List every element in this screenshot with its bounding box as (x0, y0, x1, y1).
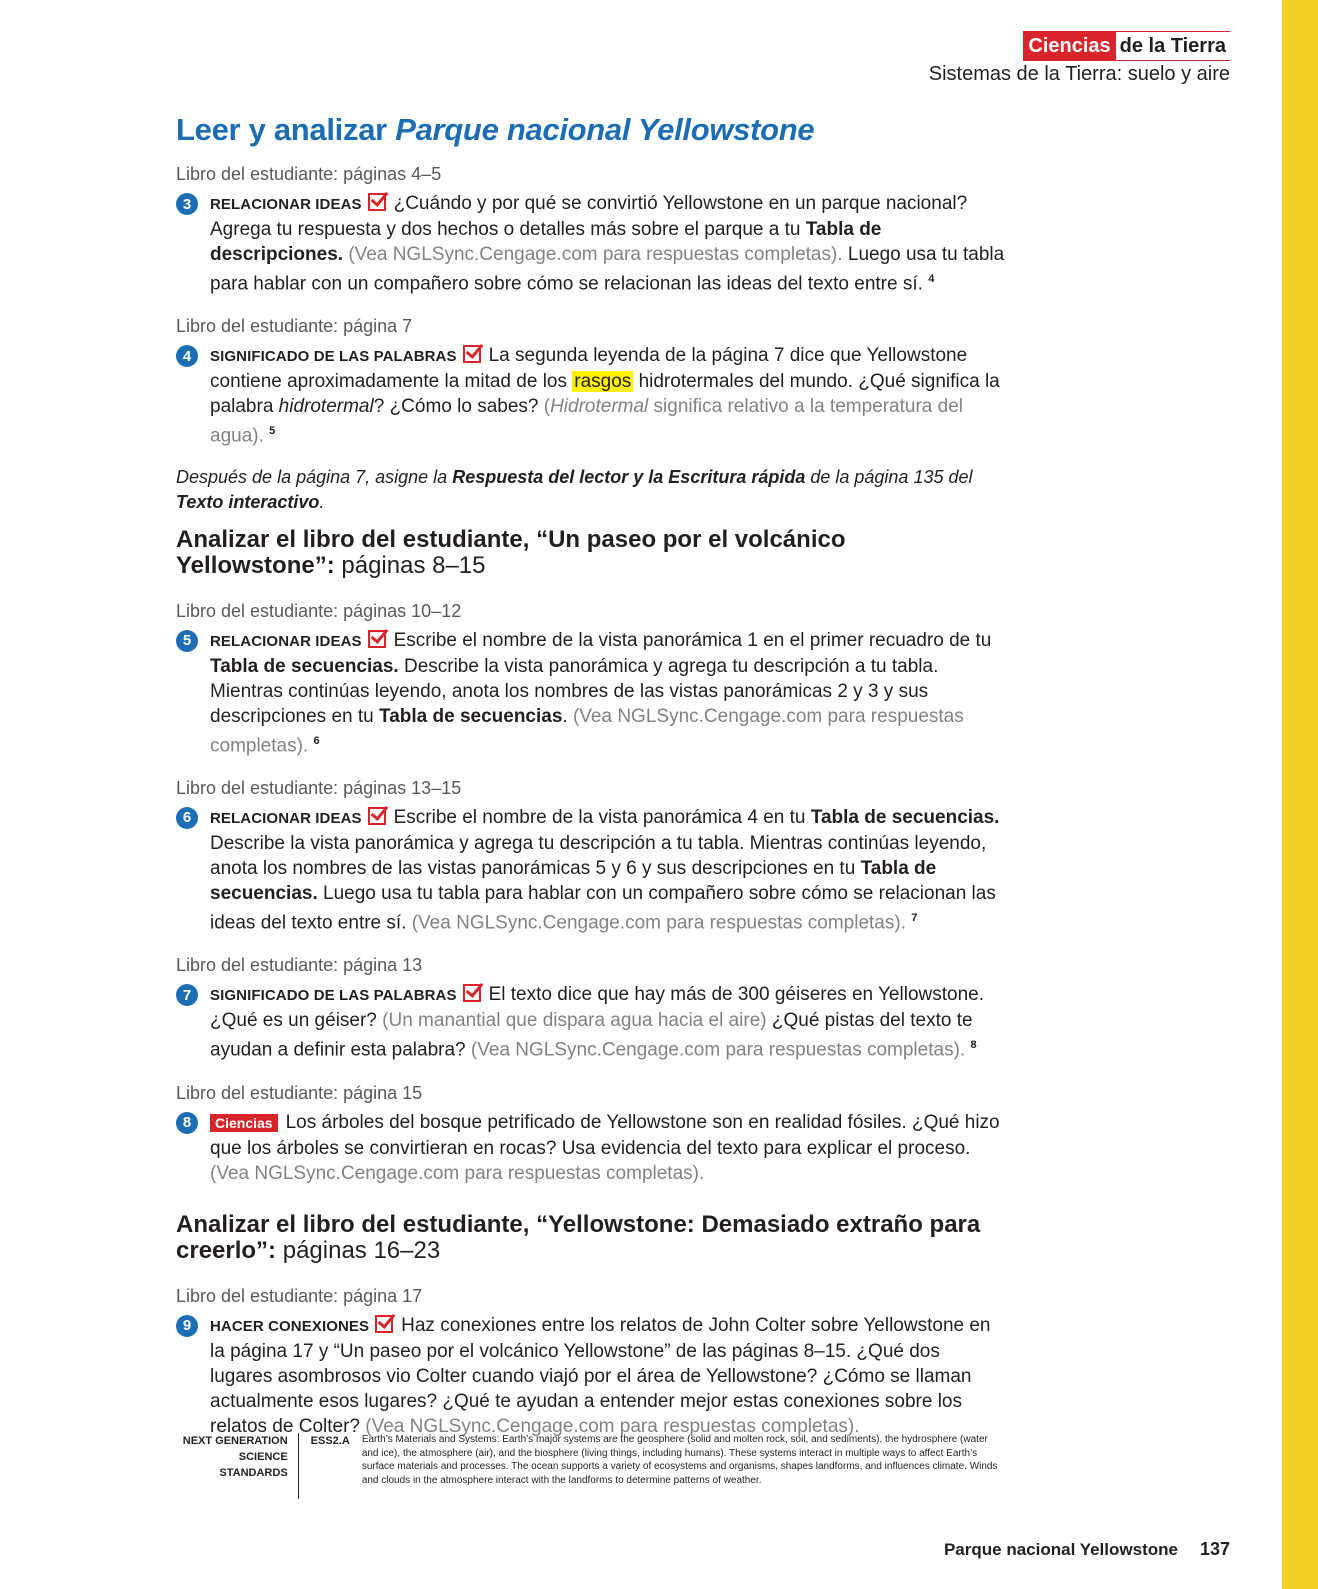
section-heading-bold: Analizar el libro del estudiante, “Un paseo por el volcánico Yellowstone”: (176, 525, 846, 579)
skill-label: HACER CONEXIONES (210, 1317, 370, 1335)
answer-text: (Vea NGLSync.Cengage.com para respuestas completas). (343, 244, 843, 265)
page-title-book: Parque nacional Yellowstone (395, 112, 815, 147)
standard-code: ESS2.A (310, 1435, 350, 1447)
student-book-reference: Libro del estudiante: página 17 (176, 1285, 423, 1306)
note-bold: Texto interactivo (176, 491, 320, 512)
student-book-reference: Libro del estudiante: páginas 10–12 (176, 600, 462, 621)
question-text: hidrotermales del mundo. ¿Qué significa la palabra (210, 371, 1000, 418)
teacher-note (176, 465, 1006, 515)
answer-text: (Vea NGLSync.Cengage.com para respuestas completas). (210, 1162, 705, 1184)
answer-text: (Vea NGLSync.Cengage.com para respuestas completas). (210, 705, 964, 756)
section-heading (176, 527, 1006, 579)
section-heading-pages: páginas 16–23 (276, 1236, 441, 1264)
question-body (210, 343, 1006, 448)
question-number: 3 (176, 193, 198, 215)
answer-text: (Vea NGLSync.Cengage.com para respuestas completas). (465, 1039, 966, 1061)
question-number: 4 (176, 345, 198, 367)
section-heading-bold: Analizar el libro del estudiante, “Yellowstone: Demasiado extraño para creerlo”: (176, 1210, 981, 1264)
question-number: 6 (176, 807, 198, 829)
question-number: 8 (176, 1112, 198, 1134)
question-item-5 (176, 628, 1006, 758)
question-item-8 (176, 1110, 1006, 1186)
checkmark-icon (463, 345, 481, 363)
standard-description: Earth’s Materials and Systems: Earth’s major systems are the geosphere (solid and molten rock, soil, and sediments), the hydrosphere (water and ice), the atmosphere (air), and the biosphere (living things, including humans). These systems interact in multiple ways to affect Earth’s surface materials and processes. The ocean supports a variety of ecosystems and organisms, shapes landforms, and influences climate. Winds and clouds in the atmosphere interact with the landforms to determine patterns of weather. (361, 1434, 998, 1486)
question-text: Haz conexiones entre los relatos de John Colter sobre Yellowstone en la página 17 y “Un paseo por el volcánico Yellowstone” de las páginas 8–15. ¿Qué dos lugares asombrosos vio Colter cuando viajó por el área de Yellowstone? ¿Cómo se llaman actualmente esos lugares? ¿Qué te ayudan a entender mejor estas conexiones sobre los relatos de Colter? (210, 1314, 991, 1437)
question-item-7 (176, 982, 1006, 1062)
unit-title: Sistemas de la Tierra: suelo y aire (928, 63, 1230, 85)
question-text: Escribe el nombre de la vista panorámica 4 en tu (393, 806, 811, 828)
italic-term: hidrotermal (278, 396, 374, 418)
subject-label-red: Ciencias (1023, 32, 1115, 60)
question-text: . (562, 705, 568, 727)
question-body (210, 982, 1006, 1062)
question-number: 5 (176, 630, 198, 652)
question-number: 9 (176, 1315, 198, 1337)
student-book-reference: Libro del estudiante: página 13 (176, 955, 423, 976)
skill-label: SIGNIFICADO DE LAS PALABRAS (210, 348, 457, 366)
bold-term: Tabla de secuencias. (210, 857, 937, 904)
note-bold: Respuesta del lector y la Escritura rápida (452, 466, 806, 487)
student-book-reference: Libro del estudiante: páginas 13–15 (176, 777, 462, 798)
bold-term: Tabla de secuencias. (210, 655, 399, 677)
question-text: ¿Cuándo y por qué se convirtió Yellowstone en un parque nacional? Agrega tu respuesta y dos hechos o detalles más sobre el parque a tu (210, 193, 968, 240)
student-book-reference: Libro del estudiante: página 15 (176, 1082, 423, 1103)
answer-text: (Vea NGLSync.Cengage.com para respuestas completas). (406, 912, 906, 934)
standards-label (170, 1433, 299, 1499)
question-text: Los árboles del bosque petrificado de Yellowstone son en realidad fósiles. ¿Qué hizo que los árboles se convirtieran en rocas? Usa evidencia del texto para explicar el proceso. (210, 1111, 1000, 1159)
subject-label (1023, 31, 1230, 61)
subject-label-rest: de la Tierra (1119, 35, 1226, 57)
question-text: ? ¿Cómo lo sabes? (373, 396, 544, 418)
question-item-3 (176, 191, 1006, 296)
answer-text: (Vea NGLSync.Cengage.com para respuestas completas). (359, 1415, 860, 1437)
checkmark-icon (368, 807, 386, 825)
question-body (210, 191, 1006, 296)
bold-term: Tabla de descripciones. (210, 219, 882, 265)
question-text: ¿Qué pistas del texto te ayudan a definir esta palabra? (210, 1010, 973, 1061)
checkmark-icon (463, 984, 481, 1002)
page-header (929, 31, 1230, 86)
question-body (210, 1110, 1006, 1186)
answer-rest: significa relativo a la temperatura del agua). (210, 396, 963, 447)
question-text: Luego usa tu tabla para hablar con un compañero sobre cómo se relacionan las ideas del texto entre sí. (210, 244, 1005, 295)
question-text: Luego usa tu tabla para hablar con un compañero sobre cómo se relacionan las ideas del texto entre sí. (210, 882, 996, 934)
page-edge-color-bar (1282, 0, 1318, 1589)
question-item-4 (176, 343, 1006, 448)
question-item-6 (176, 805, 1006, 935)
skill-label: SIGNIFICADO DE LAS PALABRAS (210, 987, 457, 1005)
page-title (176, 112, 1006, 148)
standards-label-line: SCIENCE (238, 1451, 288, 1463)
question-text: Describe la vista panorámica y agrega tu descripción a tu tabla. Mientras continúas leyendo, anota los nombres de las vistas panorámicas 5 y 6 y sus descripciones en tu (210, 832, 987, 879)
bold-term: Tabla de secuencias (379, 705, 563, 727)
footnote-marker: 4 (928, 273, 935, 285)
question-body (210, 628, 1006, 758)
page-footer (944, 1539, 1230, 1560)
bold-term: Tabla de secuencias. (810, 806, 1000, 828)
answer-paren: ( (543, 396, 551, 418)
question-body (210, 805, 1006, 935)
skill-label: RELACIONAR IDEAS (210, 196, 362, 213)
question-text: Describe la vista panorámica y agrega tu descripción a tu tabla. Mientras continúas leyendo, anota los nombres de las vistas panorámicas 2 y 3 y sus descripciones en tu (210, 655, 939, 727)
page-title-prefix: Leer y analizar (176, 112, 396, 147)
skill-label: RELACIONAR IDEAS (210, 809, 362, 827)
student-book-reference: Libro del estudiante: páginas 4–5 (176, 164, 442, 184)
section-heading-pages: páginas 8–15 (334, 551, 486, 579)
question-item-9 (176, 1313, 1006, 1439)
question-text: La segunda leyenda de la página 7 dice que Yellowstone contiene aproximadamente la mitad de los (210, 345, 968, 393)
standards-label-line: STANDARDS (219, 1467, 288, 1479)
checkmark-icon (368, 630, 386, 648)
footnote-marker: 8 (970, 1039, 977, 1052)
highlighted-vocabulary-word: rasgos (574, 371, 632, 393)
answer-italic-term: Hidrotermal (550, 396, 649, 418)
footer-book-title: Parque nacional Yellowstone (943, 1540, 1178, 1559)
student-book-reference: Libro del estudiante: página 7 (176, 316, 413, 337)
question-text: El texto dice que hay más de 300 géiseres en Yellowstone. ¿Qué es un géiser? (210, 984, 984, 1032)
page-number: 137 (1199, 1539, 1230, 1559)
checkmark-icon (368, 193, 386, 211)
question-text: Escribe el nombre de la vista panorámica 1 en el primer recuadro de tu (393, 629, 992, 651)
question-number: 7 (176, 984, 198, 1006)
section-heading (176, 1212, 1006, 1264)
skill-label: RELACIONAR IDEAS (210, 632, 362, 650)
standards-label-line: NEXT GENERATION (182, 1435, 288, 1447)
science-standards-footnote (170, 1433, 1000, 1499)
footnote-marker: 7 (911, 911, 918, 924)
checkmark-icon (375, 1315, 393, 1333)
note-text: Después de la página 7, asigne la (176, 466, 453, 487)
science-badge: Ciencias (210, 1114, 278, 1132)
footnote-marker: 6 (313, 734, 320, 747)
answer-text: (Un manantial que dispara agua hacia el aire) (376, 1010, 767, 1032)
note-text: . (319, 491, 325, 512)
footnote-marker: 5 (269, 425, 276, 438)
question-body (210, 1313, 1006, 1439)
note-text: de la página 135 del (805, 466, 973, 487)
lesson-content (176, 112, 1006, 1459)
